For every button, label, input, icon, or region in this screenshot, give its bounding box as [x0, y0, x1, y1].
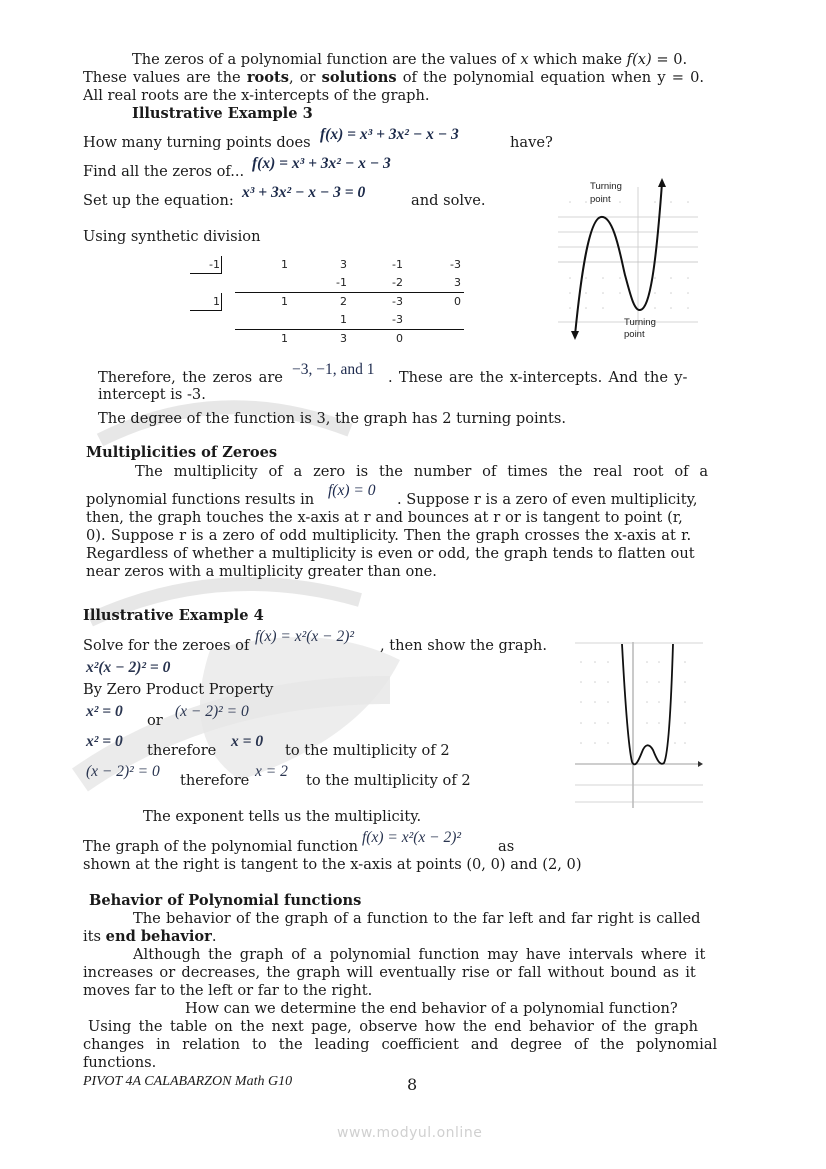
behavior-heading: Behavior of Polynomial functions	[89, 892, 362, 909]
sd-cell: 1	[281, 295, 288, 308]
behavior-p1-line-2: its end behavior.	[83, 928, 217, 945]
degree-text: The degree of the function is 3, the graph has 2 turning points.	[98, 410, 567, 427]
graph-description-a: The graph of the polynomial function	[83, 838, 359, 855]
example3-question: How many turning points does	[83, 134, 311, 151]
sd-cell: -3	[392, 313, 403, 326]
zeros-text-2: . These are the x-intercepts. And the y-	[388, 369, 688, 386]
turning-point-bottom-label-2: point	[624, 329, 645, 340]
sd-cell: 2	[340, 295, 347, 308]
behavior-p2-line-1: Although the graph of a polynomial function may have intervals where it	[133, 946, 706, 963]
multiplicities-line-1: The multiplicity of a zero is the number of times the real root of a	[135, 463, 709, 480]
quartic-graph	[575, 640, 705, 810]
intro-line-1: The zeros of a polynomial function are the values of x which make f(x) = 0.	[132, 51, 688, 68]
example3-question-function: f(x) = x³ + 3x² − x − 3	[320, 126, 459, 143]
zero-product-property: By Zero Product Property	[83, 681, 274, 698]
example3-find: Find all the zeros of...	[83, 163, 245, 180]
turning-point-bottom-label-1: Turning	[624, 317, 656, 328]
multiplicities-line-2b: . Suppose r is a zero of even multiplicity,	[397, 491, 698, 508]
row2-solution: x = 2	[255, 763, 288, 780]
turning-point-top-label-2: point	[590, 194, 611, 205]
sd-cell: 0	[396, 332, 403, 345]
y-intercept-text: intercept is -3.	[98, 386, 206, 403]
behavior-p3-line-2: changes in relation to the leading coefficient and degree of the polynomial	[83, 1036, 718, 1053]
behavior-p2-line-3: moves far to the left or far to the right.	[83, 982, 373, 999]
row2-multiplicity: to the multiplicity of 2	[306, 772, 471, 789]
intro-line-2: These values are the roots, or solutions of the polynomial equation when y = 0.	[83, 69, 704, 86]
example4-equation: x²(x − 2)² = 0	[86, 659, 171, 676]
example3-setup-equation: x³ + 3x² − x − 3 = 0	[242, 184, 366, 201]
or-right-equation: (x − 2)² = 0	[175, 703, 249, 720]
example4-solve-end: , then show the graph.	[380, 637, 547, 654]
multiplicities-line-5: Regardless of whether a multiplicity is even or odd, the graph tends to flatten out	[86, 545, 695, 562]
sd-cell: -2	[392, 276, 403, 289]
or-word: or	[147, 712, 163, 729]
cubic-graph	[558, 175, 698, 345]
intro-line-3: All real roots are the x-intercepts of the graph.	[83, 87, 430, 104]
zeros-text: Therefore, the zeros are	[98, 369, 283, 386]
synthetic-division-label: Using synthetic division	[83, 228, 261, 245]
multiplicities-equation: f(x) = 0	[328, 482, 376, 499]
divisor-2: 1	[213, 295, 220, 308]
graph-description-function: f(x) = x²(x − 2)²	[362, 829, 462, 846]
behavior-p3-line-1: Using the table on the next page, observe how the end behavior of the graph	[88, 1018, 698, 1035]
graph-description-b: as	[498, 838, 515, 855]
sd-cell: 1	[281, 258, 288, 271]
exponent-note: The exponent tells us the multiplicity.	[143, 808, 422, 825]
graph-description-c: shown at the right is tangent to the x-axis at points (0, 0) and (2, 0)	[83, 856, 582, 873]
example3-find-function: f(x) = x³ + 3x² − x − 3	[252, 155, 391, 172]
sd-cell: -3	[450, 258, 461, 271]
behavior-p2-line-2: increases or decreases, the graph will eventually rise or fall without bound as it	[83, 964, 696, 981]
example3-heading: Illustrative Example 3	[132, 105, 313, 122]
sd-cell: 3	[454, 276, 461, 289]
behavior-question: How can we determine the end behavior of a polynomial function?	[185, 1000, 678, 1017]
turning-point-top-label-1: Turning	[590, 181, 622, 192]
row2-equation: (x − 2)² = 0	[86, 763, 160, 780]
behavior-p1-line-1: The behavior of the graph of a function to the far left and far right is called	[133, 910, 701, 927]
sd-cell: 1	[340, 313, 347, 326]
site-watermark: www.modyul.online	[337, 1125, 483, 1141]
multiplicities-line-2a: polynomial functions results in	[86, 491, 315, 508]
example4-heading: Illustrative Example 4	[83, 607, 264, 624]
behavior-p3-line-3: functions.	[83, 1054, 157, 1071]
sd-cell: -1	[336, 276, 347, 289]
row1-equation: x² = 0	[86, 733, 123, 750]
example4-solve: Solve for the zeroes of	[83, 637, 250, 654]
sd-cell: 3	[340, 258, 347, 271]
row1-solution: x = 0	[231, 733, 264, 750]
sd-cell: 0	[454, 295, 461, 308]
multiplicities-heading: Multiplicities of Zeroes	[86, 444, 278, 461]
page-number: 8	[407, 1075, 418, 1094]
or-left-equation: x² = 0	[86, 703, 123, 720]
example3-setup: Set up the equation:	[83, 192, 234, 209]
example3-setup-end: and solve.	[411, 192, 486, 209]
sd-cell: 1	[281, 332, 288, 345]
sd-cell: 3	[340, 332, 347, 345]
example4-solve-function: f(x) = x²(x − 2)²	[255, 628, 355, 645]
multiplicities-line-4: 0). Suppose r is a zero of odd multiplicity. Then the graph crosses the x-axis at r.	[86, 527, 692, 544]
zeros-values: −3, −1, and 1	[292, 361, 375, 378]
sd-cell: -3	[392, 295, 403, 308]
multiplicities-line-6: near zeros with a multiplicity greater than one.	[86, 563, 437, 580]
sd-cell: -1	[392, 258, 403, 271]
row2-therefore: therefore	[180, 772, 250, 789]
footer-source: PIVOT 4A CALABARZON Math G10	[83, 1074, 293, 1089]
multiplicities-line-3: then, the graph touches the x-axis at r and bounces at r or is tangent to point (r,	[86, 509, 683, 526]
example3-question-end: have?	[510, 134, 553, 151]
row1-therefore: therefore	[147, 742, 217, 759]
row1-multiplicity: to the multiplicity of 2	[285, 742, 450, 759]
divisor-1: -1	[209, 258, 220, 271]
